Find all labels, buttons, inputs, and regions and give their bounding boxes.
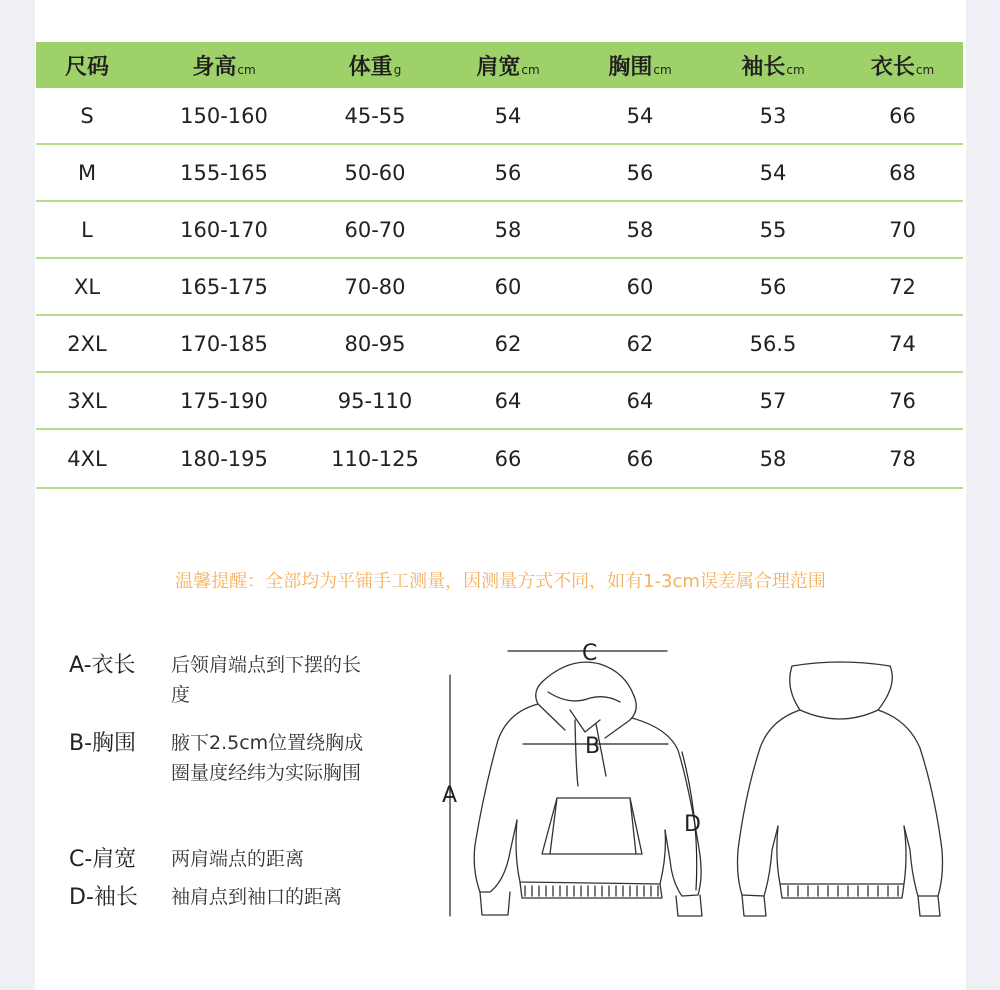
- cell-height: 170-185: [180, 331, 268, 356]
- header-shoulder: 肩宽cm: [476, 54, 540, 80]
- legend-key: D-袖长: [69, 885, 138, 910]
- label-c: C: [582, 641, 598, 666]
- cell-weight: 95-110: [337, 388, 413, 413]
- cell-size: 3XL: [67, 388, 107, 413]
- cell-chest: 56: [626, 160, 654, 185]
- cell-weight: 45-55: [344, 103, 406, 128]
- cell-length: 74: [889, 331, 916, 356]
- cell-size: XL: [73, 274, 101, 299]
- header-chest: 胸围cm: [608, 54, 672, 80]
- cell-size: 2XL: [67, 331, 107, 356]
- table-row: [36, 145, 963, 202]
- cell-chest: 54: [626, 103, 654, 128]
- table-row: [36, 373, 963, 430]
- header-sleeve: 袖长cm: [741, 54, 805, 80]
- size-chart-page: [35, 0, 966, 990]
- cell-length: 68: [889, 160, 916, 185]
- cell-length: 70: [889, 217, 916, 242]
- cell-shoulder: 56: [494, 160, 522, 185]
- cell-height: 155-165: [180, 160, 268, 185]
- cell-height: 150-160: [180, 103, 268, 128]
- hoodie-back-illustration: [738, 662, 943, 916]
- legend-key: C-肩宽: [69, 847, 137, 872]
- cell-chest: 62: [626, 331, 654, 356]
- label-b: B: [585, 734, 601, 759]
- measurement-tip: 温馨提醒：全部均为平铺手工测量，因测量方式不同，如有1-3cm误差属合理范围: [175, 571, 826, 592]
- cell-chest: 60: [626, 274, 654, 299]
- header-size: 尺码: [64, 54, 109, 80]
- cell-weight: 50-60: [344, 160, 406, 185]
- label-a: A: [442, 783, 458, 808]
- header-height: 身高cm: [192, 54, 256, 80]
- header-weight: 体重g: [348, 54, 402, 80]
- legend-desc: 袖肩点到袖口的距离: [171, 886, 343, 908]
- cell-shoulder: 62: [494, 331, 522, 356]
- table-row: [36, 316, 963, 373]
- cell-sleeve: 55: [759, 217, 787, 242]
- cell-chest: 58: [626, 217, 654, 242]
- cell-weight: 110-125: [331, 446, 419, 471]
- hoodie-front-illustration: [474, 662, 702, 916]
- hoodie-diagram: [420, 630, 960, 930]
- cell-shoulder: 66: [494, 446, 522, 471]
- cell-height: 160-170: [180, 217, 268, 242]
- cell-weight: 60-70: [344, 217, 406, 242]
- cell-size: L: [81, 217, 93, 242]
- cell-shoulder: 58: [494, 217, 522, 242]
- cell-size: S: [80, 103, 94, 128]
- legend-desc: 腋下2.5cm位置绕胸成圈量度经纬为实际胸围: [171, 732, 364, 784]
- cell-sleeve: 56.5: [749, 331, 797, 356]
- legend-desc: 后领肩端点到下摆的长度: [171, 654, 362, 706]
- cell-shoulder: 60: [494, 274, 522, 299]
- cell-shoulder: 54: [494, 103, 522, 128]
- cell-sleeve: 58: [759, 446, 787, 471]
- cell-chest: 66: [626, 446, 654, 471]
- cell-length: 76: [889, 388, 916, 413]
- legend-key: B-胸围: [69, 731, 137, 756]
- cell-size: M: [77, 160, 97, 185]
- cell-weight: 80-95: [344, 331, 406, 356]
- size-table: [36, 42, 963, 489]
- cell-height: 175-190: [180, 388, 268, 413]
- cell-height: 165-175: [180, 274, 268, 299]
- label-d: D: [684, 812, 701, 837]
- table-header: [36, 42, 963, 88]
- table-row: [36, 88, 963, 145]
- cell-sleeve: 57: [759, 388, 787, 413]
- cell-shoulder: 64: [494, 388, 522, 413]
- header-length: 衣长cm: [870, 54, 935, 80]
- cell-length: 78: [889, 446, 916, 471]
- table-row: [36, 259, 963, 316]
- cell-weight: 70-80: [344, 274, 406, 299]
- cell-sleeve: 53: [759, 103, 787, 128]
- cell-length: 72: [889, 274, 916, 299]
- table-row: [36, 202, 963, 259]
- legend-key: A-衣长: [69, 653, 136, 678]
- cell-height: 180-195: [180, 446, 268, 471]
- cell-length: 66: [889, 103, 916, 128]
- cell-chest: 64: [626, 388, 654, 413]
- table-row: [36, 430, 963, 489]
- cell-size: 4XL: [67, 446, 107, 471]
- cell-sleeve: 56: [759, 274, 787, 299]
- legend-desc: 两肩端点的距离: [171, 848, 305, 870]
- cell-sleeve: 54: [759, 160, 787, 185]
